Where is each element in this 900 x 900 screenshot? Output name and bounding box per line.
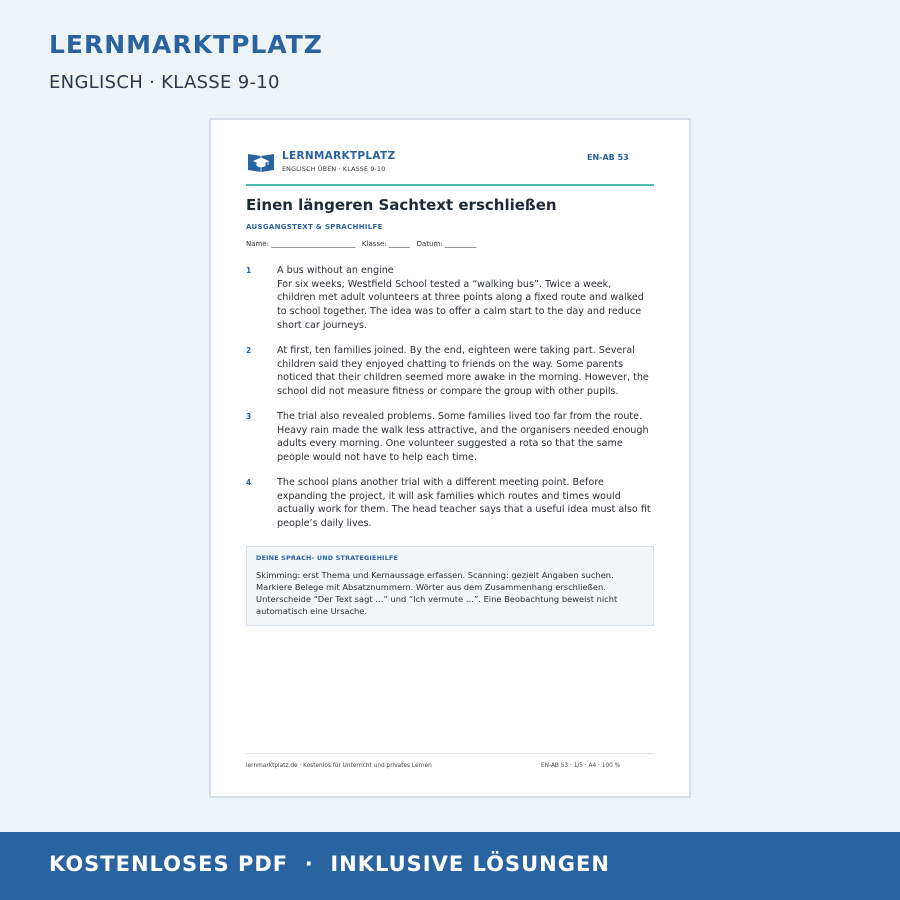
strategy-help-box — [246, 546, 654, 626]
paragraph-text — [277, 344, 657, 399]
text-line: expanding the project, it will ask families which routes and times would — [277, 490, 621, 502]
bottom-banner — [0, 832, 900, 900]
paragraph-number: 3 — [246, 412, 252, 421]
paragraph-number: 4 — [246, 478, 252, 487]
text-line: automatisch eine Ursache. — [256, 606, 368, 616]
paragraph-number: 2 — [246, 346, 252, 355]
text-line: short car journeys. — [277, 319, 367, 331]
paragraph-number: 1 — [246, 266, 252, 275]
paragraph-text — [277, 410, 657, 465]
text-line: The trial also revealed problems. Some families lived too far from the route. — [277, 411, 643, 422]
section-label: AUSGANGSTEXT & SPRACHHILFE — [246, 223, 383, 231]
page-subtitle: ENGLISCH · KLASSE 9-10 — [49, 72, 280, 93]
sheet-brand: LERNMARKTPLATZ — [282, 150, 396, 162]
footer-left: lernmarktplatz.de · Kostenlos für Unterricht und privates Lernen — [246, 763, 432, 769]
text-line: adults every morning. One volunteer suggested a rota so that the same — [277, 438, 623, 450]
text-line: The school plans another trial with a different meeting point. Before — [277, 477, 604, 488]
worksheet-preview — [209, 118, 691, 798]
sheet-code: EN-AB 53 — [587, 153, 629, 162]
page-brand-title: LERNMARKTPLATZ — [49, 30, 323, 59]
help-box-text — [256, 569, 648, 617]
text-line: For six weeks, Westfield School tested a “walking bus”. Twice a week, — [277, 278, 612, 290]
text-line: Markiere Belege mit Absatznummern. Wörter aus dem Zusammenhang erschließen. — [256, 582, 606, 592]
banner-text: KOSTENLOSES PDF · INKLUSIVE LÖSUNGEN — [49, 852, 610, 876]
paragraph-text — [277, 476, 657, 531]
text-line: people would not have to help each time. — [277, 452, 477, 464]
text-line: people’s daily lives. — [277, 518, 372, 530]
text-line: A bus without an engine — [277, 265, 394, 276]
sheet-brand-subtitle: ENGLISCH ÜBEN · KLASSE 9-10 — [282, 166, 386, 173]
text-line: Skimming: erst Thema und Kernaussage erfassen. Scanning: gezielt Angaben suchen. — [256, 570, 614, 580]
text-line: children met adult volunteers at three points along a fixed route and walked — [277, 292, 644, 304]
text-line: school did not measure fitness or compare the group with other pupils. — [277, 386, 619, 398]
header-divider — [246, 184, 654, 186]
graduation-cap-book-icon — [247, 151, 275, 173]
text-line: Unterscheide “Der Text sagt …” und “Ich vermute …”. Eine Beobachtung beweist nicht — [256, 594, 618, 604]
paragraph-text — [277, 264, 657, 333]
text-line: children said they enjoyed chatting to friends on the way. Some parents — [277, 358, 623, 370]
sheet-title: Einen längeren Sachtext erschließen — [246, 196, 557, 214]
text-line: to school together. The idea was to offer a calm start to the day and reduce — [277, 306, 642, 318]
text-line: actually work for them. The head teacher says that a useful idea must also fit — [277, 504, 651, 516]
text-line: Heavy rain made the walk less attractive, and the organisers needed enough — [277, 424, 649, 436]
footer-right: EN-AB 53 · 1/5 · A4 · 100 % — [541, 763, 621, 769]
help-box-title: DEINE SPRACH- UND STRATEGIEHILFE — [256, 554, 399, 562]
footer-divider — [246, 753, 654, 754]
name-class-date-line: Name: ________________________ Klasse: ______ Datum: _________ — [246, 240, 477, 248]
text-line: At first, ten families joined. By the end, eighteen were taking part. Several — [277, 345, 635, 356]
text-line: noticed that their children seemed more awake in the morning. However, the — [277, 372, 649, 384]
